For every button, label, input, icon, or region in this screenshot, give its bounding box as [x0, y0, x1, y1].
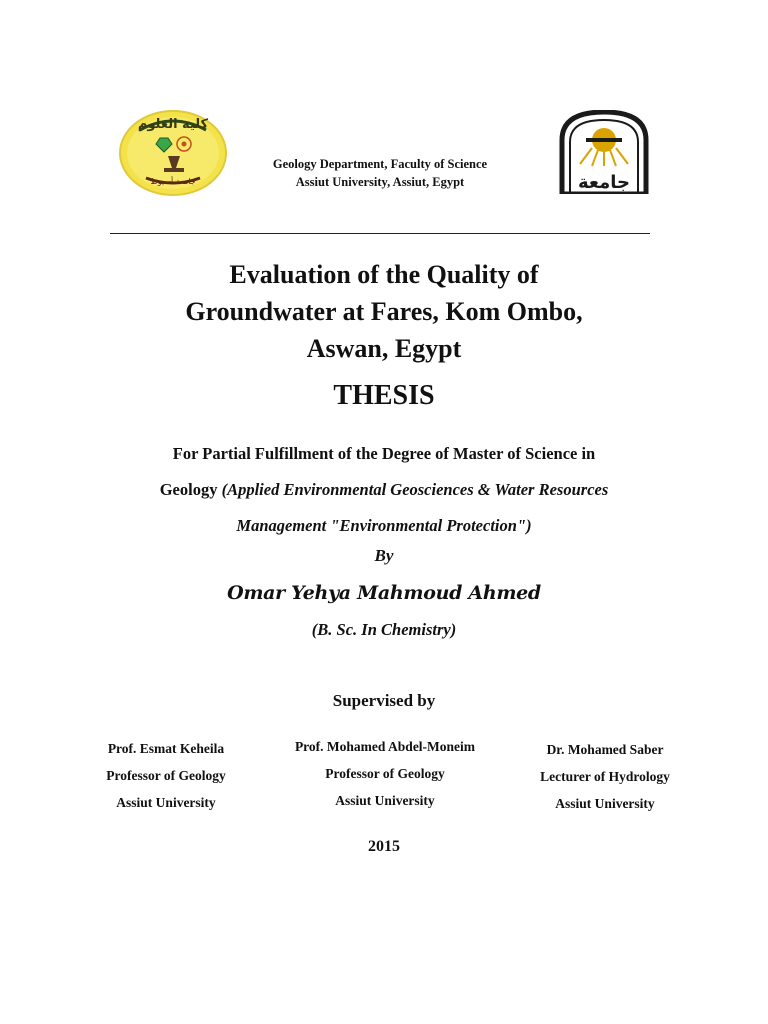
svg-text:جامعة أسيوط: جامعة أسيوط	[150, 177, 196, 186]
title-line-3: Aswan, Egypt	[306, 334, 462, 363]
supervisor-name: Dr. Mohamed Saber	[546, 742, 664, 757]
supervisor-name: Prof. Mohamed Abdel-Moneim	[294, 739, 476, 754]
year: 2015	[368, 838, 400, 855]
author-degree: (B. Sc. In Chemistry)	[311, 620, 457, 639]
department-line: Geology Department, Faculty of Science	[272, 157, 488, 171]
supervisor-1	[76, 735, 256, 816]
supervisor-name: Prof. Esmat Keheila	[107, 741, 225, 756]
supervisor-position: Lecturer of Hydrology	[540, 769, 670, 784]
purpose-field: Geology	[159, 480, 222, 499]
assiut-university-logo	[558, 110, 650, 194]
by-label: By	[374, 546, 394, 565]
title-line-2: Groundwater at Fares, Kom Ombo,	[185, 297, 583, 326]
title-line-1: Evaluation of the Quality of	[229, 260, 539, 289]
purpose-line-2	[80, 472, 688, 508]
supervisor-affiliation: Assiut University	[116, 795, 216, 810]
purpose-line-1: For Partial Fulfillment of the Degree of Master of Science in	[172, 444, 596, 463]
supervised-by-label: Supervised by	[332, 691, 436, 710]
purpose-specialization-cont: Management "Environmental Protection")	[236, 516, 532, 535]
supervisor-position: Professor of Geology	[325, 766, 445, 781]
supervisor-affiliation: Assiut University	[335, 793, 435, 808]
purpose-line-3	[80, 508, 688, 544]
university-line: Assiut University, Assiut, Egypt	[295, 175, 465, 189]
department-header	[230, 155, 530, 191]
document-type: THESIS	[333, 380, 435, 411]
supervisor-affiliation: Assiut University	[555, 796, 655, 811]
thesis-title	[60, 256, 708, 367]
supervisor-position: Professor of Geology	[106, 768, 226, 783]
svg-text:جامعة: جامعة	[578, 172, 630, 193]
supervisor-2	[268, 733, 502, 814]
supervisor-3	[515, 736, 695, 817]
purpose-specialization: (Applied Environmental Geosciences & Water Resources	[221, 480, 609, 499]
faculty-of-science-logo	[118, 108, 228, 198]
svg-text:كلية العلوم: كلية العلوم	[137, 117, 209, 132]
header-divider	[110, 233, 650, 234]
degree-purpose	[80, 436, 688, 544]
author-name: Omar Yehya Mahmoud Ahmed	[227, 582, 541, 604]
